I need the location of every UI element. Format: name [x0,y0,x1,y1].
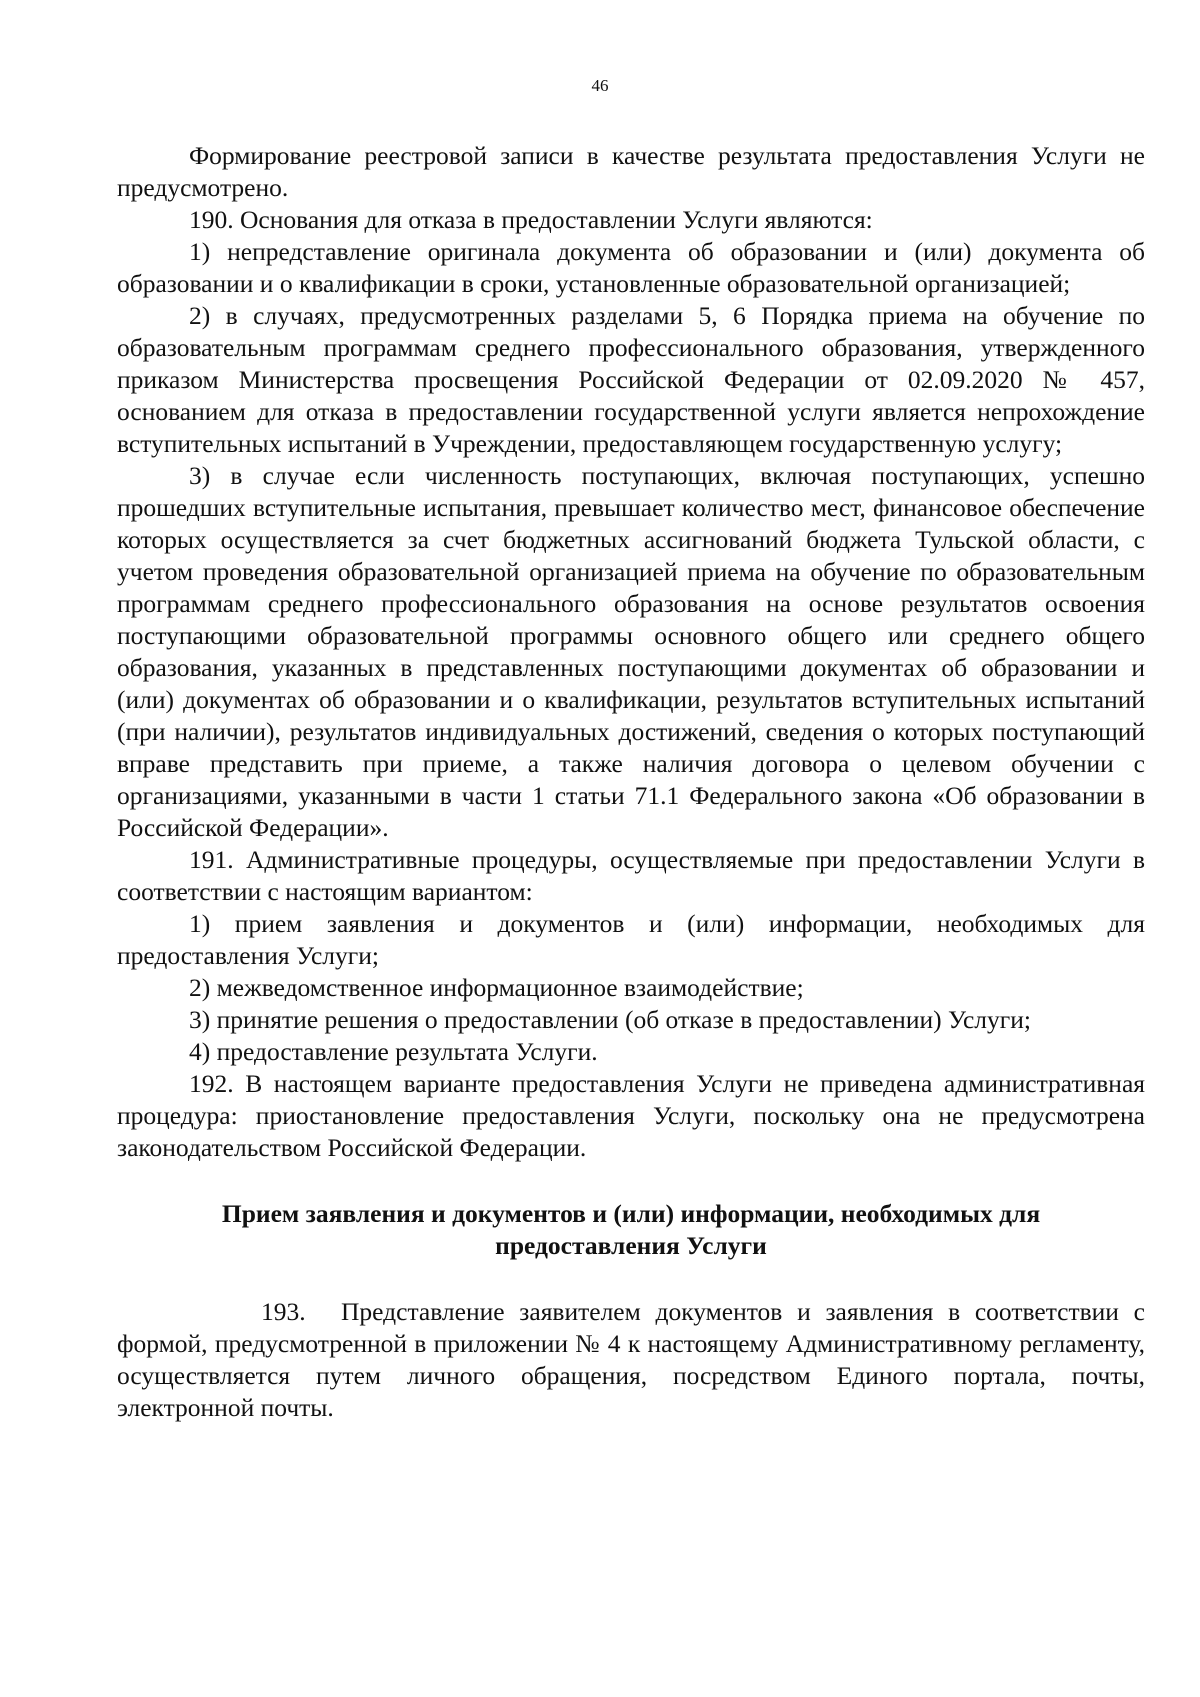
section-heading-line-2: предоставления Услуги [495,1231,767,1260]
paragraph-191: 191. Административные процедуры, осуществляемые при предоставлении Услуги в соответствии с настоящим вариантом: [117,845,1145,906]
paragraph-193-number: 193. [261,1297,306,1326]
section-heading-line-1: Прием заявления и документов и (или) информации, необходимых для [221,1199,1041,1228]
paragraph-192: 192. В настоящем варианте предоставления Услуги не приведена административная процедура: приостановление предоставления Услуги, поскольку она не предусмотрена законодательством Российской Федерации. [117,1069,1145,1162]
paragraph-191-item-1: 1) прием заявления и документов и (или) информации, необходимых для предоставления Услуги; [117,909,1145,970]
paragraph-193 [117,1296,1145,1424]
document-body [117,140,1145,1424]
paragraph-191-item-4: 4) предоставление результата Услуги. [189,1037,598,1066]
paragraph-191-item-2: 2) межведомственное информационное взаимодействие; [189,973,804,1002]
paragraph-193-text: Представление заявителем документов и заявления в соответствии с формой, предусмотренной в приложении № 4 к настоящему Административному регламенту, осуществляется путем личного обращения, посредством Единого портала, почты, электронной почты. [117,1297,1145,1422]
paragraph-registry-record: Формирование реестровой записи в качестве результата предоставления Услуги не предусмотрено. [117,141,1145,202]
paragraph-190-item-3: 3) в случае если численность поступающих, включая поступающих, успешно прошедших вступительные испытания, превышает количество мест, финансовое обеспечение которых осуществляется за счет бюджетных ассигнований бюджета Тульской области, с учетом проведения образовательной организацией приема на обучение по образовательным программам среднего профессионального образования на основе результатов освоения поступающими образовательной программы основного общего или среднего общего образования, указанных в представленных поступающими документах об образовании и (или) документах об образовании и о квалификации, результатов вступительных испытаний (при наличии), результатов индивидуальных достижений, сведения о которых поступающий вправе представить при приеме, а также наличия договора о целевом обучении с организациями, указанными в части 1 статьи 71.1 Федерального закона «Об образовании в Российской Федерации». [117,461,1145,842]
section-heading [117,1198,1145,1262]
paragraph-190: 190. Основания для отказа в предоставлении Услуги являются: [189,205,873,234]
paragraph-190-item-1: 1) непредставление оригинала документа об образовании и (или) документа об образовании и о квалификации в сроки, установленные образовательной организацией; [117,237,1145,298]
page-number: 46 [591,76,609,95]
paragraph-191-item-3: 3) принятие решения о предоставлении (об отказе в предоставлении) Услуги; [189,1005,1031,1034]
paragraph-190-item-2: 2) в случаях, предусмотренных разделами 5, 6 Порядка приема на обучение по образовательным программам среднего профессионального образования, утвержденного приказом Министерства просвещения Российской Федерации от 02.09.2020 № 457, основанием для отказа в предоставлении государственной услуги является непрохождение вступительных испытаний в Учреждении, предоставляющем государственную услугу; [117,301,1145,458]
